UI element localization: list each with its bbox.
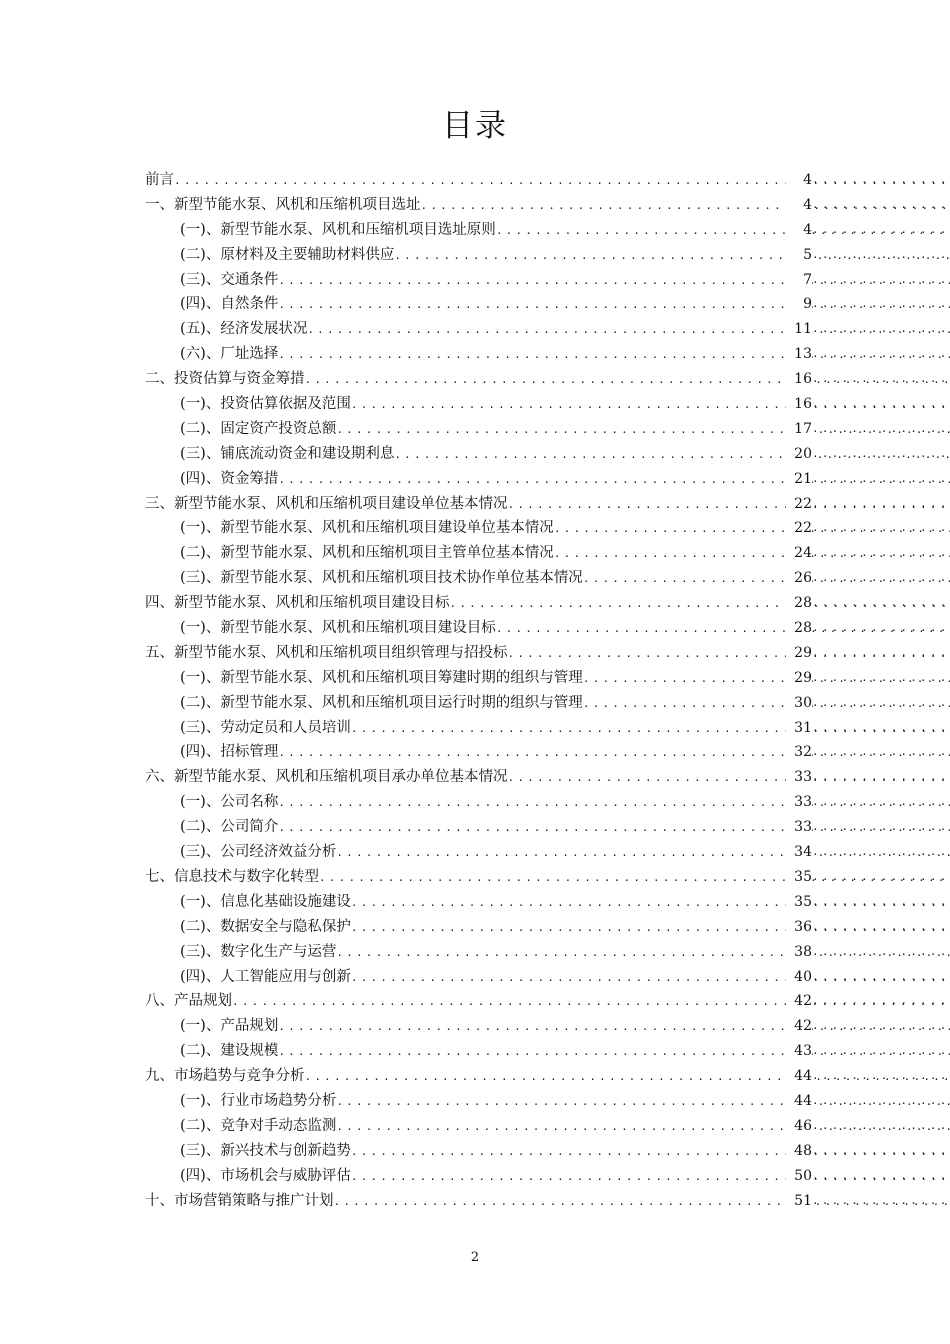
toc-entry-page: 33 [786,765,812,790]
toc-entry-page: 44 [786,1089,812,1114]
toc-entry-label: 五、新型节能水泵、风机和压缩机项目组织管理与招投标 [145,641,508,666]
toc-trailing-dots [812,591,950,616]
toc-entry-page: 22 [786,492,812,517]
toc-entry-label: (二)、固定资产投资总额 [180,417,336,442]
toc-trailing-dots [812,168,950,193]
toc-entry-label: (三)、劳动定员和人员培训 [180,716,351,741]
toc-entry-label: 十、市场营销策略与推广计划 [145,1189,334,1214]
toc-entry[interactable] [0,243,950,268]
toc-entry-label: (一)、投资估算依据及范围 [180,392,351,417]
toc-entry-label: (一)、新型节能水泵、风机和压缩机项目选址原则 [180,218,496,243]
toc-trailing-dots [812,541,950,566]
toc-entry-page: 35 [786,865,812,890]
toc-trailing-dots [812,292,950,317]
toc-entry-label: (二)、竞争对手动态监测 [180,1114,336,1139]
toc-entry-label: 二、投资估算与资金筹措 [145,367,305,392]
toc-entry-label: 四、新型节能水泵、风机和压缩机项目建设目标 [145,591,450,616]
toc-entry-page: 4 [786,218,812,243]
toc-entry-page: 13 [786,342,812,367]
toc-entry[interactable] [0,1189,950,1214]
toc-entry[interactable] [0,417,950,442]
toc-entry-page: 4 [786,168,812,193]
toc-trailing-dots [812,566,950,591]
toc-entry[interactable] [0,317,950,342]
toc-entry-label: (四)、市场机会与威胁评估 [180,1164,351,1189]
toc-entry[interactable] [0,1039,950,1064]
toc-entry-label: (一)、新型节能水泵、风机和压缩机项目建设单位基本情况 [180,516,554,541]
toc-entry-page: 50 [786,1164,812,1189]
toc-entry-page: 48 [786,1139,812,1164]
toc-entry-page: 33 [786,790,812,815]
toc-entry-page: 4 [786,193,812,218]
toc-entry-label: (二)、公司简介 [180,815,278,840]
toc-entry[interactable] [0,1164,950,1189]
toc-entry[interactable] [0,865,950,890]
toc-entry-label: 六、新型节能水泵、风机和压缩机项目承办单位基本情况 [145,765,508,790]
toc-entry-page: 51 [786,1189,812,1214]
toc-entry[interactable] [0,541,950,566]
page-number: 2 [470,1250,480,1265]
toc-entry-page: 16 [786,367,812,392]
toc-entry-label: (四)、资金筹措 [180,467,278,492]
toc-trailing-dots [812,317,950,342]
toc-trailing-dots [812,218,950,243]
toc-entry[interactable] [0,1089,950,1114]
toc-entry-page: 17 [786,417,812,442]
toc-entry-page: 29 [786,641,812,666]
toc-entry-page: 5 [786,243,812,268]
toc-entry-label: 前言 [145,168,174,193]
toc-entry-page: 16 [786,392,812,417]
toc-trailing-dots [812,740,950,765]
toc-entry[interactable] [0,740,950,765]
toc-trailing-dots [812,516,950,541]
toc-entry[interactable] [0,442,950,467]
toc-entry[interactable] [0,915,950,940]
toc-trailing-dots [812,1014,950,1039]
toc-trailing-dots [812,641,950,666]
toc-entry[interactable] [0,392,950,417]
toc-entry-page: 28 [786,616,812,641]
toc-list [0,168,950,1213]
toc-entry[interactable] [0,292,950,317]
toc-entry-label: (三)、新型节能水泵、风机和压缩机项目技术协作单位基本情况 [180,566,583,591]
toc-entry-label: (一)、公司名称 [180,790,278,815]
toc-entry-label: (一)、信息化基础设施建设 [180,890,351,915]
toc-entry-label: (六)、厂址选择 [180,342,278,367]
toc-entry[interactable] [0,666,950,691]
toc-trailing-dots [812,193,950,218]
toc-entry-label: (二)、原材料及主要辅助材料供应 [180,243,394,268]
toc-trailing-dots [812,342,950,367]
toc-entry-page: 29 [786,666,812,691]
toc-trailing-dots [812,467,950,492]
toc-entry[interactable] [0,641,950,666]
toc-entry-page: 42 [786,989,812,1014]
toc-entry-page: 33 [786,815,812,840]
toc-trailing-dots [812,367,950,392]
toc-entry-label: (四)、招标管理 [180,740,278,765]
toc-entry[interactable] [0,342,950,367]
toc-trailing-dots [812,268,950,293]
toc-trailing-dots [812,915,950,940]
toc-entry[interactable] [0,616,950,641]
toc-entry[interactable] [0,691,950,716]
toc-trailing-dots [812,940,950,965]
toc-entry-page: 46 [786,1114,812,1139]
toc-trailing-dots [812,417,950,442]
toc-trailing-dots [812,790,950,815]
toc-entry[interactable] [0,965,950,990]
toc-trailing-dots [812,1064,950,1089]
toc-entry-page: 21 [786,467,812,492]
toc-trailing-dots [812,243,950,268]
toc-entry-page: 35 [786,890,812,915]
toc-entry-label: (五)、经济发展状况 [180,317,307,342]
toc-entry-page: 28 [786,591,812,616]
toc-trailing-dots [812,965,950,990]
toc-trailing-dots [812,666,950,691]
toc-entry-label: 七、信息技术与数字化转型 [145,865,319,890]
toc-entry-page: 42 [786,1014,812,1039]
toc-entry-page: 24 [786,541,812,566]
toc-trailing-dots [812,1189,950,1214]
toc-entry-label: (三)、新兴技术与创新趋势 [180,1139,351,1164]
toc-trailing-dots [812,392,950,417]
toc-entry[interactable] [0,1064,950,1089]
toc-entry-label: (三)、公司经济效益分析 [180,840,336,865]
toc-entry[interactable] [0,467,950,492]
toc-trailing-dots [812,442,950,467]
toc-entry-label: (三)、数字化生产与运营 [180,940,336,965]
toc-trailing-dots [812,815,950,840]
toc-entry-page: 9 [786,292,812,317]
toc-entry[interactable] [0,268,950,293]
toc-entry-page: 22 [786,516,812,541]
toc-entry[interactable] [0,516,950,541]
toc-trailing-dots [812,1089,950,1114]
toc-entry-label: (二)、新型节能水泵、风机和压缩机项目运行时期的组织与管理 [180,691,583,716]
toc-entry[interactable] [0,1014,950,1039]
toc-entry-page: 7 [786,268,812,293]
toc-entry-page: 11 [786,317,812,342]
toc-entry-page: 43 [786,1039,812,1064]
toc-entry-label: (一)、行业市场趋势分析 [180,1089,336,1114]
toc-trailing-dots [812,616,950,641]
toc-entry-label: 九、市场趋势与竞争分析 [145,1064,305,1089]
toc-entry[interactable] [0,193,950,218]
toc-entry-page: 31 [786,716,812,741]
toc-entry[interactable] [0,890,950,915]
toc-entry-page: 36 [786,915,812,940]
toc-trailing-dots [812,890,950,915]
toc-entry[interactable] [0,492,950,517]
toc-entry-label: 三、新型节能水泵、风机和压缩机项目建设单位基本情况 [145,492,508,517]
toc-entry[interactable] [0,840,950,865]
toc-entry[interactable] [0,815,950,840]
toc-entry-page: 34 [786,840,812,865]
toc-entry-label: (二)、建设规模 [180,1039,278,1064]
toc-entry-label: (一)、新型节能水泵、风机和压缩机项目建设目标 [180,616,496,641]
toc-entry[interactable] [0,940,950,965]
toc-entry[interactable] [0,989,950,1014]
toc-trailing-dots [812,716,950,741]
toc-entry-label: (二)、新型节能水泵、风机和压缩机项目主管单位基本情况 [180,541,554,566]
toc-title: 目录 [442,108,508,144]
toc-entry-label: (四)、人工智能应用与创新 [180,965,351,990]
toc-trailing-dots [812,1114,950,1139]
toc-trailing-dots [812,865,950,890]
toc-trailing-dots [812,1164,950,1189]
toc-entry-label: (一)、新型节能水泵、风机和压缩机项目筹建时期的组织与管理 [180,666,583,691]
toc-entry[interactable] [0,591,950,616]
toc-entry[interactable] [0,1139,950,1164]
toc-trailing-dots [812,691,950,716]
toc-entry-label: (三)、铺底流动资金和建设期利息 [180,442,394,467]
toc-entry[interactable] [0,168,950,193]
toc-entry[interactable] [0,790,950,815]
toc-entry[interactable] [0,765,950,790]
toc-entry-page: 40 [786,965,812,990]
toc-trailing-dots [812,1039,950,1064]
toc-entry[interactable] [0,716,950,741]
toc-entry[interactable] [0,1114,950,1139]
toc-entry[interactable] [0,566,950,591]
toc-entry-label: (四)、自然条件 [180,292,278,317]
toc-entry[interactable] [0,367,950,392]
toc-entry[interactable] [0,218,950,243]
toc-entry-label: (二)、数据安全与隐私保护 [180,915,351,940]
toc-entry-label: (三)、交通条件 [180,268,278,293]
toc-trailing-dots [812,840,950,865]
toc-trailing-dots [812,765,950,790]
toc-entry-label: 一、新型节能水泵、风机和压缩机项目选址 [145,193,421,218]
toc-trailing-dots [812,492,950,517]
toc-entry-page: 38 [786,940,812,965]
toc-entry-page: 26 [786,566,812,591]
toc-entry-label: 八、产品规划 [145,989,232,1014]
toc-entry-page: 44 [786,1064,812,1089]
toc-entry-page: 20 [786,442,812,467]
toc-entry-page: 32 [786,740,812,765]
toc-entry-label: (一)、产品规划 [180,1014,278,1039]
toc-trailing-dots [812,989,950,1014]
toc-entry-page: 30 [786,691,812,716]
toc-trailing-dots [812,1139,950,1164]
